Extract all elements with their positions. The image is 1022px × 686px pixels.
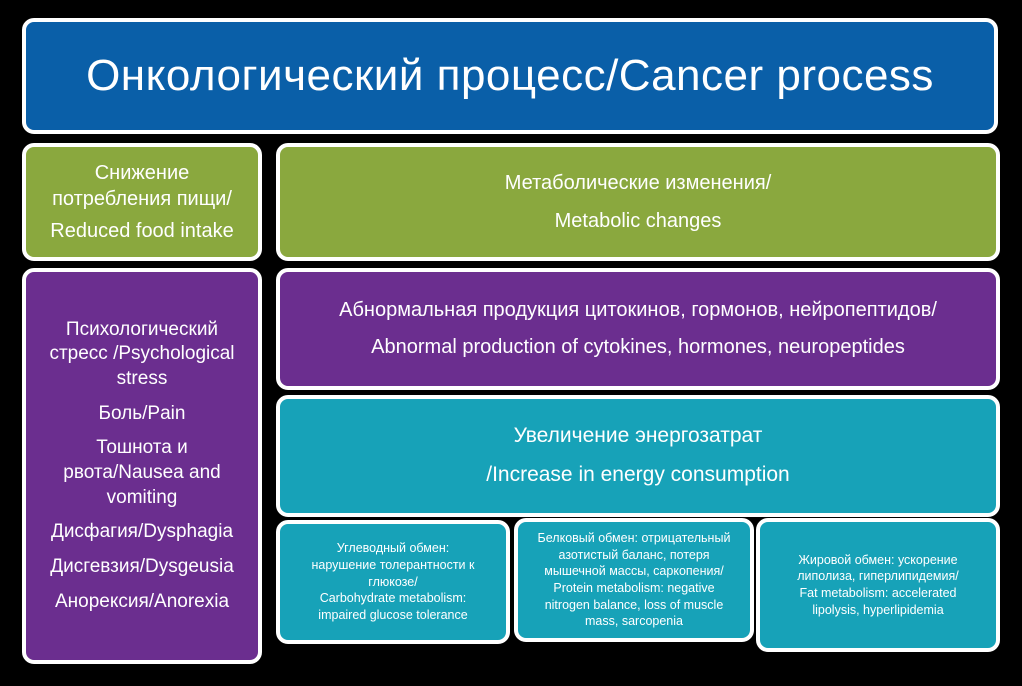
nausea-item <box>63 436 220 510</box>
pain-item <box>99 402 186 427</box>
protein-metabolism-box <box>514 518 754 642</box>
abnormal-production-box <box>276 268 1000 390</box>
dysphagia-item <box>51 520 233 545</box>
diagram-title: Онкологический процесс/Cancer process <box>86 51 934 100</box>
protein-line-6: mass, sarcopenia <box>585 614 683 629</box>
dysgeusia-item <box>50 555 234 580</box>
carb-line-1: Углеводный обмен: <box>336 541 450 556</box>
energy-line-2: /Increase in energy consumption <box>486 463 790 486</box>
protein-line-4: Protein metabolism: negative <box>553 581 715 595</box>
nausea-line-1: Тошнота и <box>96 437 188 459</box>
title-box <box>22 18 998 134</box>
metabolic-line-1: Метаболические изменения/ <box>504 172 772 194</box>
anorexia-label: Анорексия/Anorexia <box>54 590 230 612</box>
symptoms-box <box>22 268 262 664</box>
anorexia-item <box>55 590 229 615</box>
nausea-line-3: vomiting <box>106 486 178 508</box>
psychological-stress-item <box>49 318 234 392</box>
fat-line-4: lipolysis, hyperlipidemia <box>812 602 944 617</box>
fat-line-1: Жировой обмен: ускорение <box>798 552 958 567</box>
energy-consumption-box <box>276 395 1000 517</box>
food-intake-line-2: потребления пищи/ <box>52 188 232 210</box>
food-intake-box <box>22 143 262 261</box>
fat-line-3: Fat metabolism: accelerated <box>799 586 957 600</box>
fat-line-2: липолиза, гиперлипидемия/ <box>797 569 959 584</box>
protein-line-3: мышечной массы, саркопения/ <box>544 564 724 579</box>
abnormal-line-2: Abnormal production of cytokines, hormones, neuropeptides <box>371 336 905 358</box>
protein-line-1: Белковый обмен: отрицательный <box>537 531 731 546</box>
protein-line-2: азотистый баланс, потеря <box>558 547 710 562</box>
food-intake-line-1: Снижение <box>94 162 190 184</box>
psych-line-2: стресс /Psychological <box>49 343 235 365</box>
metabolic-line-2: Metabolic changes <box>554 210 722 232</box>
fat-metabolism-box <box>756 518 1000 652</box>
abnormal-line-1: Абнормальная продукция цитокинов, гормонов, нейропептидов/ <box>339 299 937 321</box>
metabolic-changes-box <box>276 143 1000 261</box>
protein-line-5: nitrogen balance, loss of muscle <box>544 597 724 612</box>
energy-line-1: Увеличение энергозатрат <box>513 424 763 448</box>
pain-label: Боль/Pain <box>98 402 186 424</box>
nausea-line-2: рвота/Nausea and <box>63 462 221 483</box>
carb-line-5: impaired glucose tolerance <box>318 607 468 622</box>
carb-line-2: нарушение толерантности к <box>311 558 475 573</box>
psych-line-1: Психологический <box>65 318 219 340</box>
carb-line-3: глюкозе/ <box>368 574 418 589</box>
food-intake-line-3: Reduced food intake <box>50 220 234 242</box>
carb-line-4: Carbohydrate metabolism: <box>319 591 467 606</box>
dysgeusia-label: Дисгевзия/Dysgeusia <box>50 556 234 578</box>
dysphagia-label: Дисфагия/Dysphagia <box>50 521 234 543</box>
carbohydrate-metabolism-box <box>276 520 510 644</box>
psych-line-3: stress <box>116 367 168 389</box>
